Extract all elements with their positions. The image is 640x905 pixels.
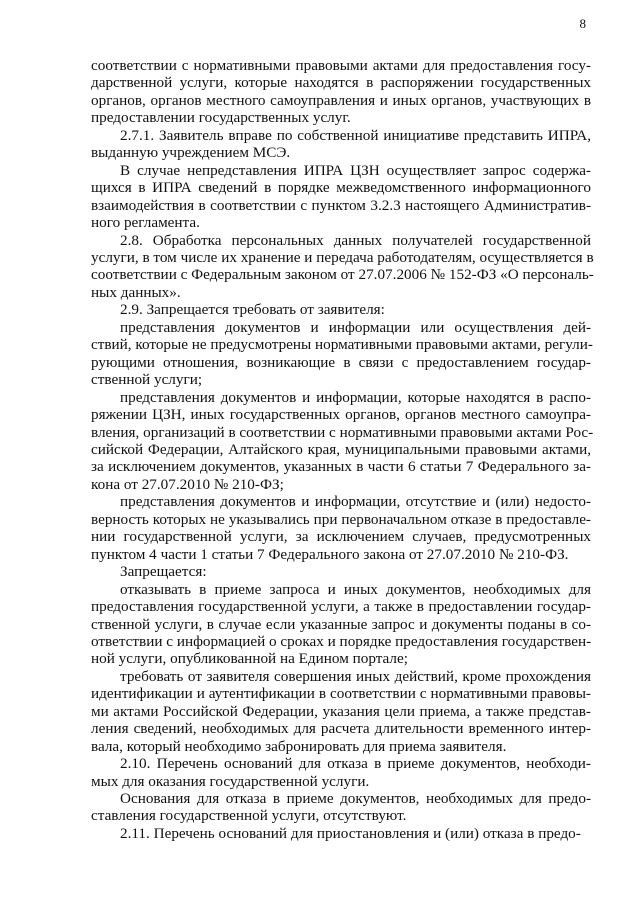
text-line: Основания для отказа в приеме документов, необходимых для предо- [120,790,591,808]
text-line: ствий, которые не предусмотрены нормативными правовыми актами, регули- [91,336,593,354]
text-line: требовать от заявителя совершения иных действий, кроме прохождения [120,667,591,685]
text-line: идентификации и аутентификации в соответствии с нормативными правовы- [91,685,591,703]
paragraph [91,301,591,318]
text-line: вления, организаций в соответствии с нормативными правовыми актами Рос- [91,423,594,441]
text-line: 2.8. Обработка персональных данных получателей государственной [120,231,591,249]
text-line: щихся в ИПРА сведений в порядке межведомственного информационного [91,179,591,197]
text-line: ственной услуги; [91,371,203,389]
paragraph [91,563,591,580]
text-line: ления сведений, необходимых для расчета длительности временного интер- [91,720,591,738]
text-line: ставления государственной услуги, отсутствуют. [91,807,407,825]
text-line: 2.11. Перечень оснований для приостановления и (или) отказа в предо- [120,824,581,842]
text-line: отказывать в приеме запроса и иных документов, необходимых для [120,580,591,598]
text-line: дарственной услуги, которые находятся в распоряжении государственных [91,74,591,92]
text-line: ми актами Российской Федерации, указания цели приема, а также представ- [91,702,591,720]
paragraph [91,231,594,302]
paragraph [91,581,591,668]
text-line: Запрещается: [120,563,207,581]
text-line: ного регламента. [91,214,200,232]
text-line: соответствии с Федеральным законом от 27.07.2006 № 152-ФЗ «О персональ- [91,266,594,284]
paragraph [91,668,591,755]
text-line: ственной услуги, в случае если указанные запрос и документы поданы в со- [91,615,591,633]
text-line: 2.9. Запрещается требовать от заявителя: [120,301,385,319]
text-line: предоставлении государственных услуг. [91,109,351,127]
text-line: сийской Федерации, Алтайского края, муниципальными правовыми актами, [91,440,591,458]
text-line: услуги, в том числе их хранение и передача работодателям, осуществляется в [91,248,594,266]
text-line: нии государственной услуги, за исключением случаев, предусмотренных [91,528,591,546]
text-line: рующими отношения, возникающие в связи с предоставлением государ- [91,353,591,371]
document-text [91,57,594,842]
text-line: ных данных». [91,283,181,301]
paragraph [91,790,591,825]
text-line: 2.7.1. Заявитель вправе по собственной инициативе представить ИПРА, [120,126,591,144]
text-line: соответствии с нормативными правовыми актами для предоставления госу- [91,57,591,74]
text-line: предоставления государственной услуги, а также в предоставлении государ- [91,598,591,616]
text-line: В случае непредставления ИПРА ЦЗН осуществляет запрос содержа- [120,161,591,179]
text-line: представления документов и информации, которые находятся в распо- [120,388,591,406]
paragraph [91,162,591,232]
page-number: 8 [579,16,586,31]
text-line: за исключением документов, указанных в части 6 статьи 7 Федерального за- [91,458,591,476]
text-line: верность которых не указывались при первоначальном отказе в предоставле- [91,510,591,528]
paragraph [91,493,591,563]
text-line: пунктом 4 части 1 статьи 7 Федерального закона от 27.07.2010 № 210-ФЗ. [91,545,569,563]
text-line: вала, который необходимо забронировать для приема заявителя. [91,737,507,755]
text-line: ряжении ЦЗН, иных государственных органов, органов местного самоупра- [91,406,591,424]
text-line: кона от 27.07.2010 № 210-ФЗ; [91,475,284,493]
text-line: 2.10. Перечень оснований для отказа в приеме документов, необходи- [120,755,591,773]
text-line: представления документов и информации или осуществления дей- [120,318,591,336]
text-line: взаимодействия в соответствии с пунктом 3.2.3 настоящего Административ- [91,196,591,214]
paragraph [91,825,591,842]
paragraph [91,319,591,389]
paragraph [91,57,591,127]
paragraph [91,127,591,162]
text-line: представления документов и информации, отсутствие и (или) недосто- [120,493,591,511]
text-line: органов, органов местного самоуправления и иных органов, участвующих в [91,91,591,109]
text-line: выданную учреждением МСЭ. [91,144,291,162]
text-line: ной услуги, опубликованной на Едином портале; [91,650,408,668]
paragraph [91,755,591,790]
text-line: мых для оказания государственной услуги. [91,772,370,790]
text-line: ответствии с информацией о сроках и порядке предоставления государствен- [91,632,592,650]
paragraph [91,388,594,494]
